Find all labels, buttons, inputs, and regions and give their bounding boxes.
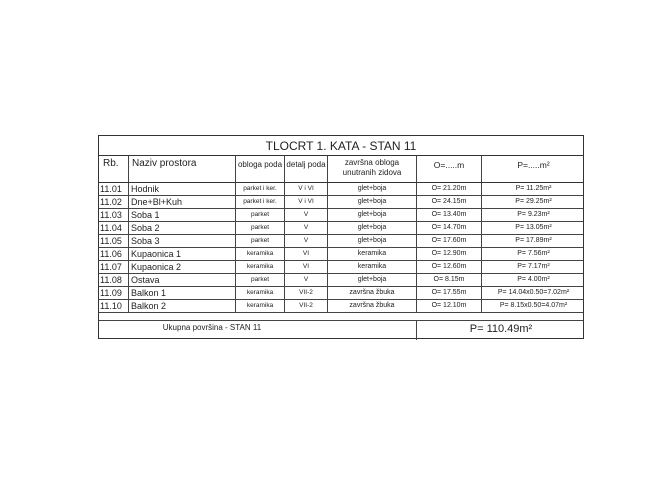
cell-o: O= 21.20m: [416, 183, 481, 195]
table-row: [99, 196, 583, 209]
cell-rb: 11.05: [100, 236, 122, 246]
cell-zavrsna: glet+boja: [327, 235, 416, 247]
table-row: [99, 248, 583, 261]
cell-rb: 11.10: [100, 301, 122, 311]
cell-p: P= 8.15x0.50=4.07m²: [481, 300, 585, 312]
cell-obloga: keramika: [235, 261, 284, 273]
cell-zavrsna: završna žbuka: [327, 287, 416, 299]
cell-obloga: keramika: [235, 287, 284, 299]
cell-zavrsna: glet+boja: [327, 183, 416, 195]
cell-detalj: V i VI: [284, 183, 327, 195]
header-zavrsna-line1: završna obloga: [344, 158, 400, 167]
spacer-row: [99, 313, 583, 321]
cell-naziv: Balkon 2: [128, 300, 235, 312]
cell-rb: 11.06: [100, 249, 122, 259]
table-row: [99, 222, 583, 235]
table-row: [99, 287, 583, 300]
cell-o: O= 12.60m: [416, 261, 481, 273]
cell-o: O= 24.15m: [416, 196, 481, 208]
cell-detalj: VII-2: [284, 287, 327, 299]
header-naziv: Naziv prostora: [128, 156, 235, 182]
cell-rb: 11.07: [100, 262, 122, 272]
cell-p: P= 17.89m²: [481, 235, 585, 247]
cell-obloga: parket: [235, 274, 284, 286]
header-o: O=.....m: [416, 156, 481, 182]
cell-naziv: Soba 1: [128, 209, 235, 221]
cell-detalj: V: [284, 235, 327, 247]
cell-naziv: Soba 2: [128, 222, 235, 234]
cell-naziv: Hodnik: [128, 183, 235, 195]
cell-p: P= 14.04x0.50=7.02m²: [481, 287, 585, 299]
cell-detalj: VII-2: [284, 300, 327, 312]
cell-rb: 11.01: [100, 184, 122, 194]
cell-obloga: parket i ker.: [235, 183, 284, 195]
cell-rb: 11.02: [100, 197, 122, 207]
table-row: [99, 183, 583, 196]
cell-p: P= 13.05m²: [481, 222, 585, 234]
total-value: P= 110.49m²: [416, 321, 585, 340]
cell-o: O= 17.55m: [416, 287, 481, 299]
cell-detalj: VI: [284, 261, 327, 273]
cell-rb: 11.04: [100, 223, 122, 233]
cell-p: P= 11.25m²: [481, 183, 585, 195]
cell-zavrsna: glet+boja: [327, 209, 416, 221]
cell-p: P= 4.00m²: [481, 274, 585, 286]
header-obloga: obloga poda: [235, 156, 284, 182]
cell-rb: 11.09: [100, 288, 122, 298]
table-title: TLOCRT 1. KATA - STAN 11: [99, 136, 583, 156]
cell-o: O= 13.40m: [416, 209, 481, 221]
cell-o: O= 14.70m: [416, 222, 481, 234]
cell-zavrsna: glet+boja: [327, 274, 416, 286]
total-row: [99, 321, 583, 340]
cell-obloga: parket: [235, 235, 284, 247]
cell-p: P= 9.23m²: [481, 209, 585, 221]
header-row: [99, 156, 583, 183]
cell-detalj: V i VI: [284, 196, 327, 208]
table-row: [99, 209, 583, 222]
cell-naziv: Ostava: [128, 274, 235, 286]
header-rb: Rb.: [103, 158, 119, 169]
cell-detalj: V: [284, 274, 327, 286]
cell-obloga: keramika: [235, 300, 284, 312]
cell-zavrsna: keramika: [327, 261, 416, 273]
table-row: [99, 274, 583, 287]
cell-naziv: Dne+Bl+Kuh: [128, 196, 235, 208]
cell-zavrsna: glet+boja: [327, 222, 416, 234]
cell-detalj: VI: [284, 248, 327, 260]
header-detalj: detalj poda: [284, 156, 327, 182]
cell-naziv: Kupaonica 2: [128, 261, 235, 273]
cell-o: O= 17.60m: [416, 235, 481, 247]
table-row: [99, 235, 583, 248]
cell-p: P= 7.56m²: [481, 248, 585, 260]
room-schedule-table: [98, 135, 584, 339]
cell-obloga: parket: [235, 222, 284, 234]
cell-rb: 11.08: [100, 275, 122, 285]
table-row: [99, 261, 583, 274]
cell-naziv: Kupaonica 1: [128, 248, 235, 260]
cell-obloga: keramika: [235, 248, 284, 260]
total-label: Ukupna površina - STAN 11: [162, 323, 262, 332]
cell-naziv: Balkon 1: [128, 287, 235, 299]
cell-zavrsna: glet+boja: [327, 196, 416, 208]
cell-o: O= 12.10m: [416, 300, 481, 312]
cell-p: P= 29.25m²: [481, 196, 585, 208]
cell-detalj: V: [284, 209, 327, 221]
cell-naziv: Soba 3: [128, 235, 235, 247]
header-zavrsna: [327, 156, 416, 182]
cell-o: O= 8.15m: [416, 274, 481, 286]
header-zavrsna-line2: unutranih zidova: [342, 168, 402, 177]
header-p: P=.....m²: [481, 156, 585, 182]
cell-zavrsna: završna žbuka: [327, 300, 416, 312]
table-row: [99, 300, 583, 313]
cell-detalj: V: [284, 222, 327, 234]
cell-zavrsna: keramika: [327, 248, 416, 260]
cell-obloga: parket i ker.: [235, 196, 284, 208]
cell-p: P= 7.17m²: [481, 261, 585, 273]
cell-o: O= 12.90m: [416, 248, 481, 260]
cell-rb: 11.03: [100, 210, 122, 220]
cell-obloga: parket: [235, 209, 284, 221]
